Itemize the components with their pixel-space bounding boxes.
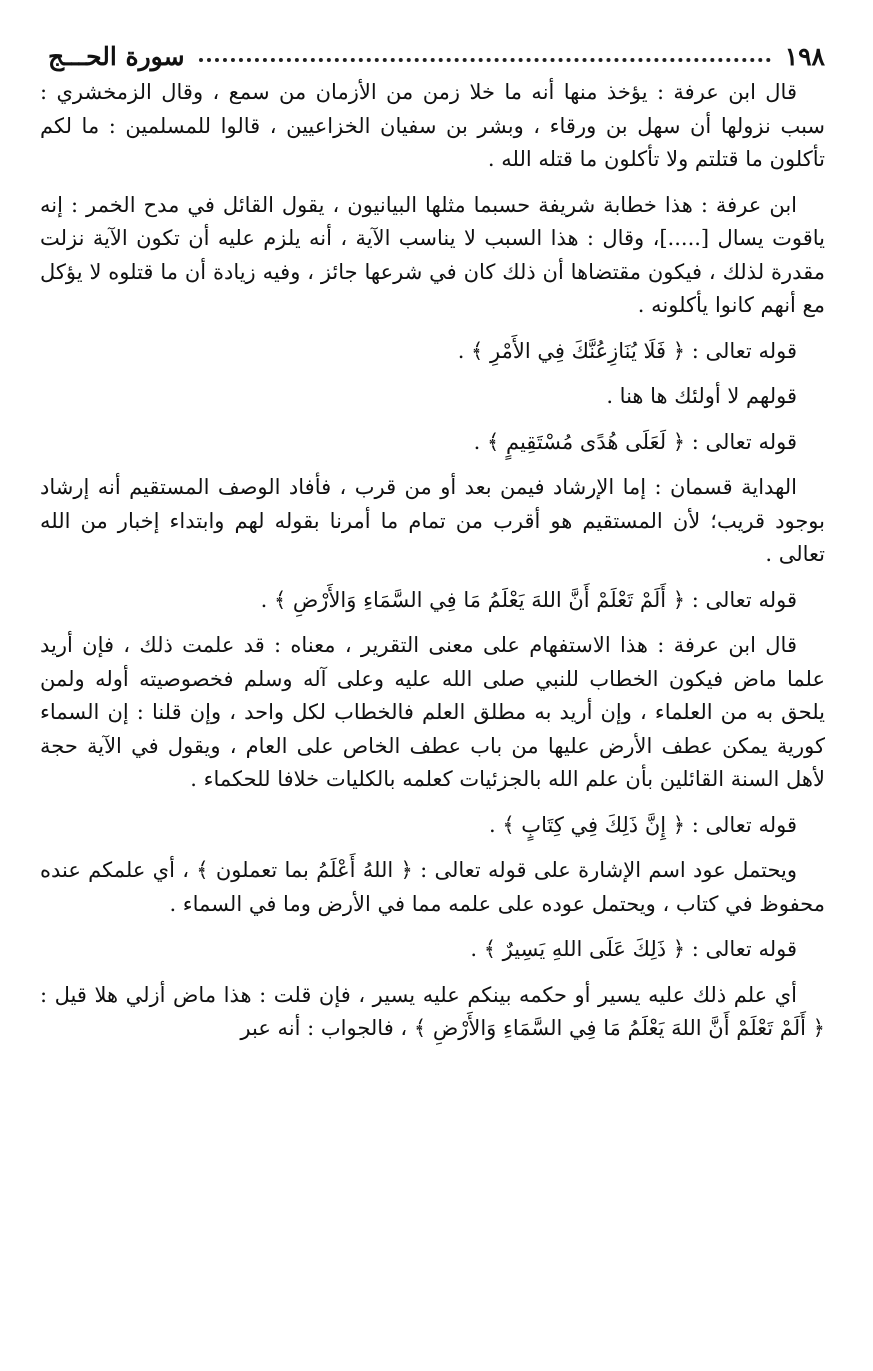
verse-citation-5 xyxy=(40,933,825,967)
verse-end: . xyxy=(260,587,274,612)
paragraph-6: ويحتمل عود اسم الإشارة على قوله تعالى : ﴿ اللهُ أَعْلَمُ بما تعملون ﴾ ، أي علمكم عنده محفوظ في كتاب ، ويحتمل عوده على علمه مما في الأرض وما في السماء . xyxy=(40,858,825,916)
verse-intro: قوله تعالى : xyxy=(685,429,797,454)
quran-verse: ﴿ أَلَمْ تَعْلَمْ أَنَّ اللهَ يَعْلَمُ مَا فِي السَّمَاءِ وَالأَرْضِ ﴾ xyxy=(273,587,686,612)
verse-intro: قوله تعالى : xyxy=(685,587,797,612)
running-title: سورة الحـــج xyxy=(48,42,185,71)
page-number: ١٩٨ xyxy=(784,42,825,71)
paragraph-4: الهداية قسمان : إما الإرشاد فيمن بعد أو من قرب ، فأفاد الوصف المستقيم أنه إرشاد بوجود قريب؛ لأن المستقيم هو أقرب من تمام ما أمرنا بقوله لهم وابتداء إخبار من الله تعالى . xyxy=(40,475,825,566)
verse-citation-4 xyxy=(40,809,825,843)
verse-citation-1 xyxy=(40,335,825,369)
header-dotted-rule xyxy=(199,58,771,62)
paragraph-7: أي علم ذلك عليه يسير أو حكمه بينكم عليه يسير ، فإن قلت : هذا ماض أزلي هلا قيل : ﴿ أَلَمْ تَعْلَمْ أَنَّ اللهَ يَعْلَمُ مَا فِي السَّمَاءِ وَالأَرْضِ ﴾ ، فالجواب : أنه عبر xyxy=(40,982,825,1040)
verse-end: . xyxy=(473,429,487,454)
paragraph-1: قال ابن عرفة : يؤخذ منها أنه ما خلا زمن من الأزمان من سمع ، وقال الزمخشري : سبب نزولها أن سهل بن ورقاء ، وبشر بن سفيان الخزاعيين ، قالوا للمسلمين : ما لكم تأكلون ما قتلتم ولا تأكلون ما قتله الله . xyxy=(40,80,825,171)
quran-verse: ﴿ فَلَا يُنَازِعُنَّكَ فِي الأَمْرِ ﴾ xyxy=(471,338,686,363)
verse-intro: قوله تعالى : xyxy=(685,812,797,837)
verse-citation-3 xyxy=(40,584,825,618)
paragraph-2: ابن عرفة : هذا خطابة شريفة حسبما مثلها البيانيون ، يقول القائل في مدح الخمر : إنه ياقوت يسال [.....]، وقال : هذا السبب لا يناسب الآية ، أنه يلزم عليه أن تكون الآية نزلت مقدرة لذلك ، فيكون مقتضاها أن ذلك كان في شرعها جائز ، وفيه زيادة أن ما قتلوه لا يؤكل مع أنهم كانوا يأكلونه . xyxy=(40,192,825,317)
verse-intro: قوله تعالى : xyxy=(685,937,797,961)
quran-verse: ﴿ ذَلِكَ عَلَى اللهِ يَسِيرٌ ﴾ xyxy=(483,937,686,961)
verse-citation-2 xyxy=(40,426,825,460)
page-header xyxy=(40,38,825,72)
paragraph-3: قولهم لا أولئك ها هنا . xyxy=(606,384,797,408)
quran-verse: ﴿ لَعَلَى هُدًى مُسْتَقِيمٍ ﴾ xyxy=(486,429,686,454)
paragraph-5: قال ابن عرفة : هذا الاستفهام على معنى التقرير ، معناه : قد علمت ذلك ، فإن أريد علما ماض فيكون الخطاب للنبي صلى الله عليه وعلى آله وسلم فخصوصيته أوله ولمن يلحق به من العلماء ، وإن أريد به مطلق العلم فالخطاب لكل واحد ، وإن قلنا : إن السماء كورية يمكن عطف الأرض عليها من باب عطف الخاص على العام ، ويقول في الآية حجة لأهل السنة القائلين بأن علم الله بالجزئيات كعلمه بالكليات خلافا للحكماء . xyxy=(40,633,825,791)
verse-end: . xyxy=(457,338,472,363)
verse-end: . xyxy=(488,812,503,837)
verse-end: . xyxy=(470,937,484,961)
quran-verse: ﴿ إِنَّ ذَلِكَ فِي كِتَابٍ ﴾ xyxy=(502,812,686,837)
book-page xyxy=(40,38,825,1359)
verse-intro: قوله تعالى : xyxy=(685,338,797,363)
page-body xyxy=(40,76,825,1046)
